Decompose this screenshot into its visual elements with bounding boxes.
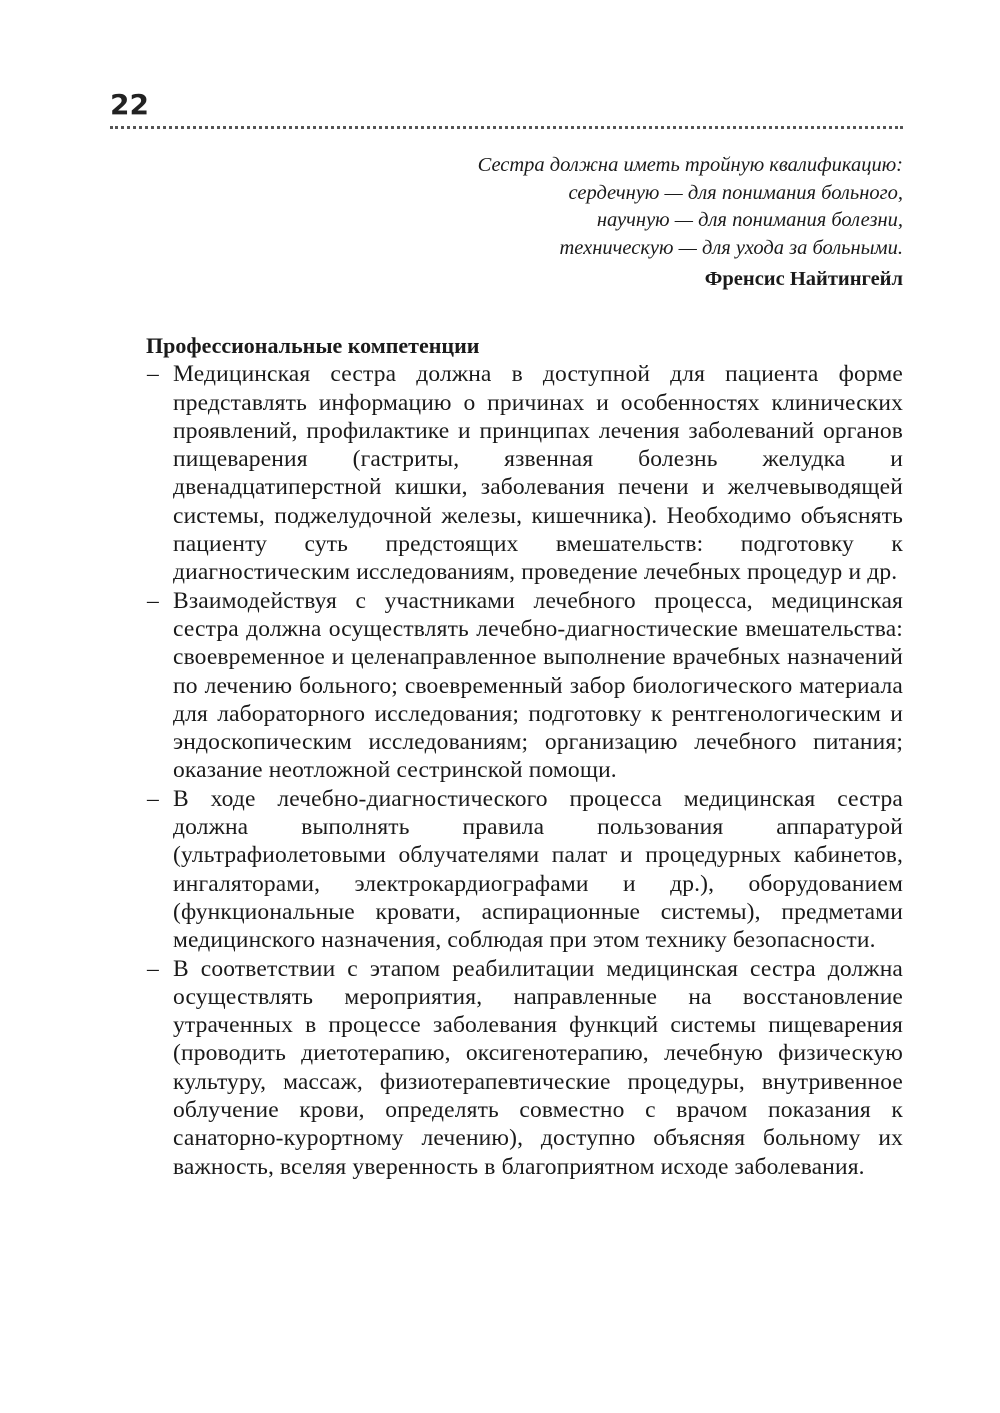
list-item xyxy=(146,360,903,586)
list-item-text: Взаимодействуя с участниками лечебного процесса, медицинская сестра должна осуществлять лечебно-диагностические вмешательства: своевременное и целенаправленное выполнение врачебных назначений по лечению больного; своевременный забор биологического материала для лабораторного исследования; подготовку к рентгенологическим и эндоскопическим исследованиям; организацию лечебного питания; оказание неотложной сестринской помощи. xyxy=(173,587,903,784)
list-item xyxy=(146,587,903,785)
list-item-text: Медицинская сестра должна в доступной для пациента форме представлять информацию о причинах и особенностях клинических проявлений, профилактике и принципах лечения заболеваний органов пищеварения (гастриты, язвенная болезнь желудка и двенадцатиперстной кишки, заболевания печени и желчевыводящей системы, поджелудочной железы, кишечника). Необходимо объяснять пациенту суть предстоящих вмешательств: подготовку к диагностическим исследованиям, проведение лечебных процедур и др. xyxy=(173,361,903,586)
epigraph-line: сердечную — для понимания больного, xyxy=(568,181,903,204)
epigraph-line: техническую — для ухода за больными. xyxy=(559,236,903,259)
dash-bullet: – xyxy=(147,361,159,388)
list-item xyxy=(146,785,903,955)
dotted-header-rule xyxy=(110,126,903,129)
dash-bullet: – xyxy=(147,955,159,982)
epigraph xyxy=(303,152,903,294)
epigraph-line: Сестра должна иметь тройную квалификацию: xyxy=(477,154,903,176)
list-item xyxy=(146,955,903,1181)
epigraph-line: научную — для понимания болезни, xyxy=(596,209,903,231)
dash-bullet: – xyxy=(147,587,159,614)
dash-bullet: – xyxy=(147,785,159,812)
professional-competencies-section xyxy=(146,332,903,1181)
list-item-text: В ходе лечебно-диагностического процесса медицинская сестра должна выполнять правила пользования аппаратурой (ультрафиолетовыми облучателями палат и процедурных кабинетов, ингаляторами, электрокардиографами и др.), оборудованием (функциональные кровати, аспирационные системы), предметами медицинского назначения, соблюдая при этом технику безопасности. xyxy=(173,785,903,954)
page-number: 22 xyxy=(110,88,149,121)
competence-list xyxy=(146,360,903,1181)
epigraph-author: Френсис Найтингейл xyxy=(704,268,903,290)
list-item-text: В соответствии с этапом реабилитации медицинская сестра должна осуществлять мероприятия, направленные на восстановление утраченных в процессе заболевания функций системы пищеварения (проводить диетотерапию, оксигенотерапию, лечебную физическую культуру, массаж, физиотерапевтические процедуры, внутривенное облучение крови, определять совместно с врачом показания к санаторно-курортному лечению), доступно объясняя больному их важность, вселяя уверенность в благоприятном исходе заболевания. xyxy=(173,955,903,1180)
section-title: Профессиональные компетенции xyxy=(146,333,480,358)
